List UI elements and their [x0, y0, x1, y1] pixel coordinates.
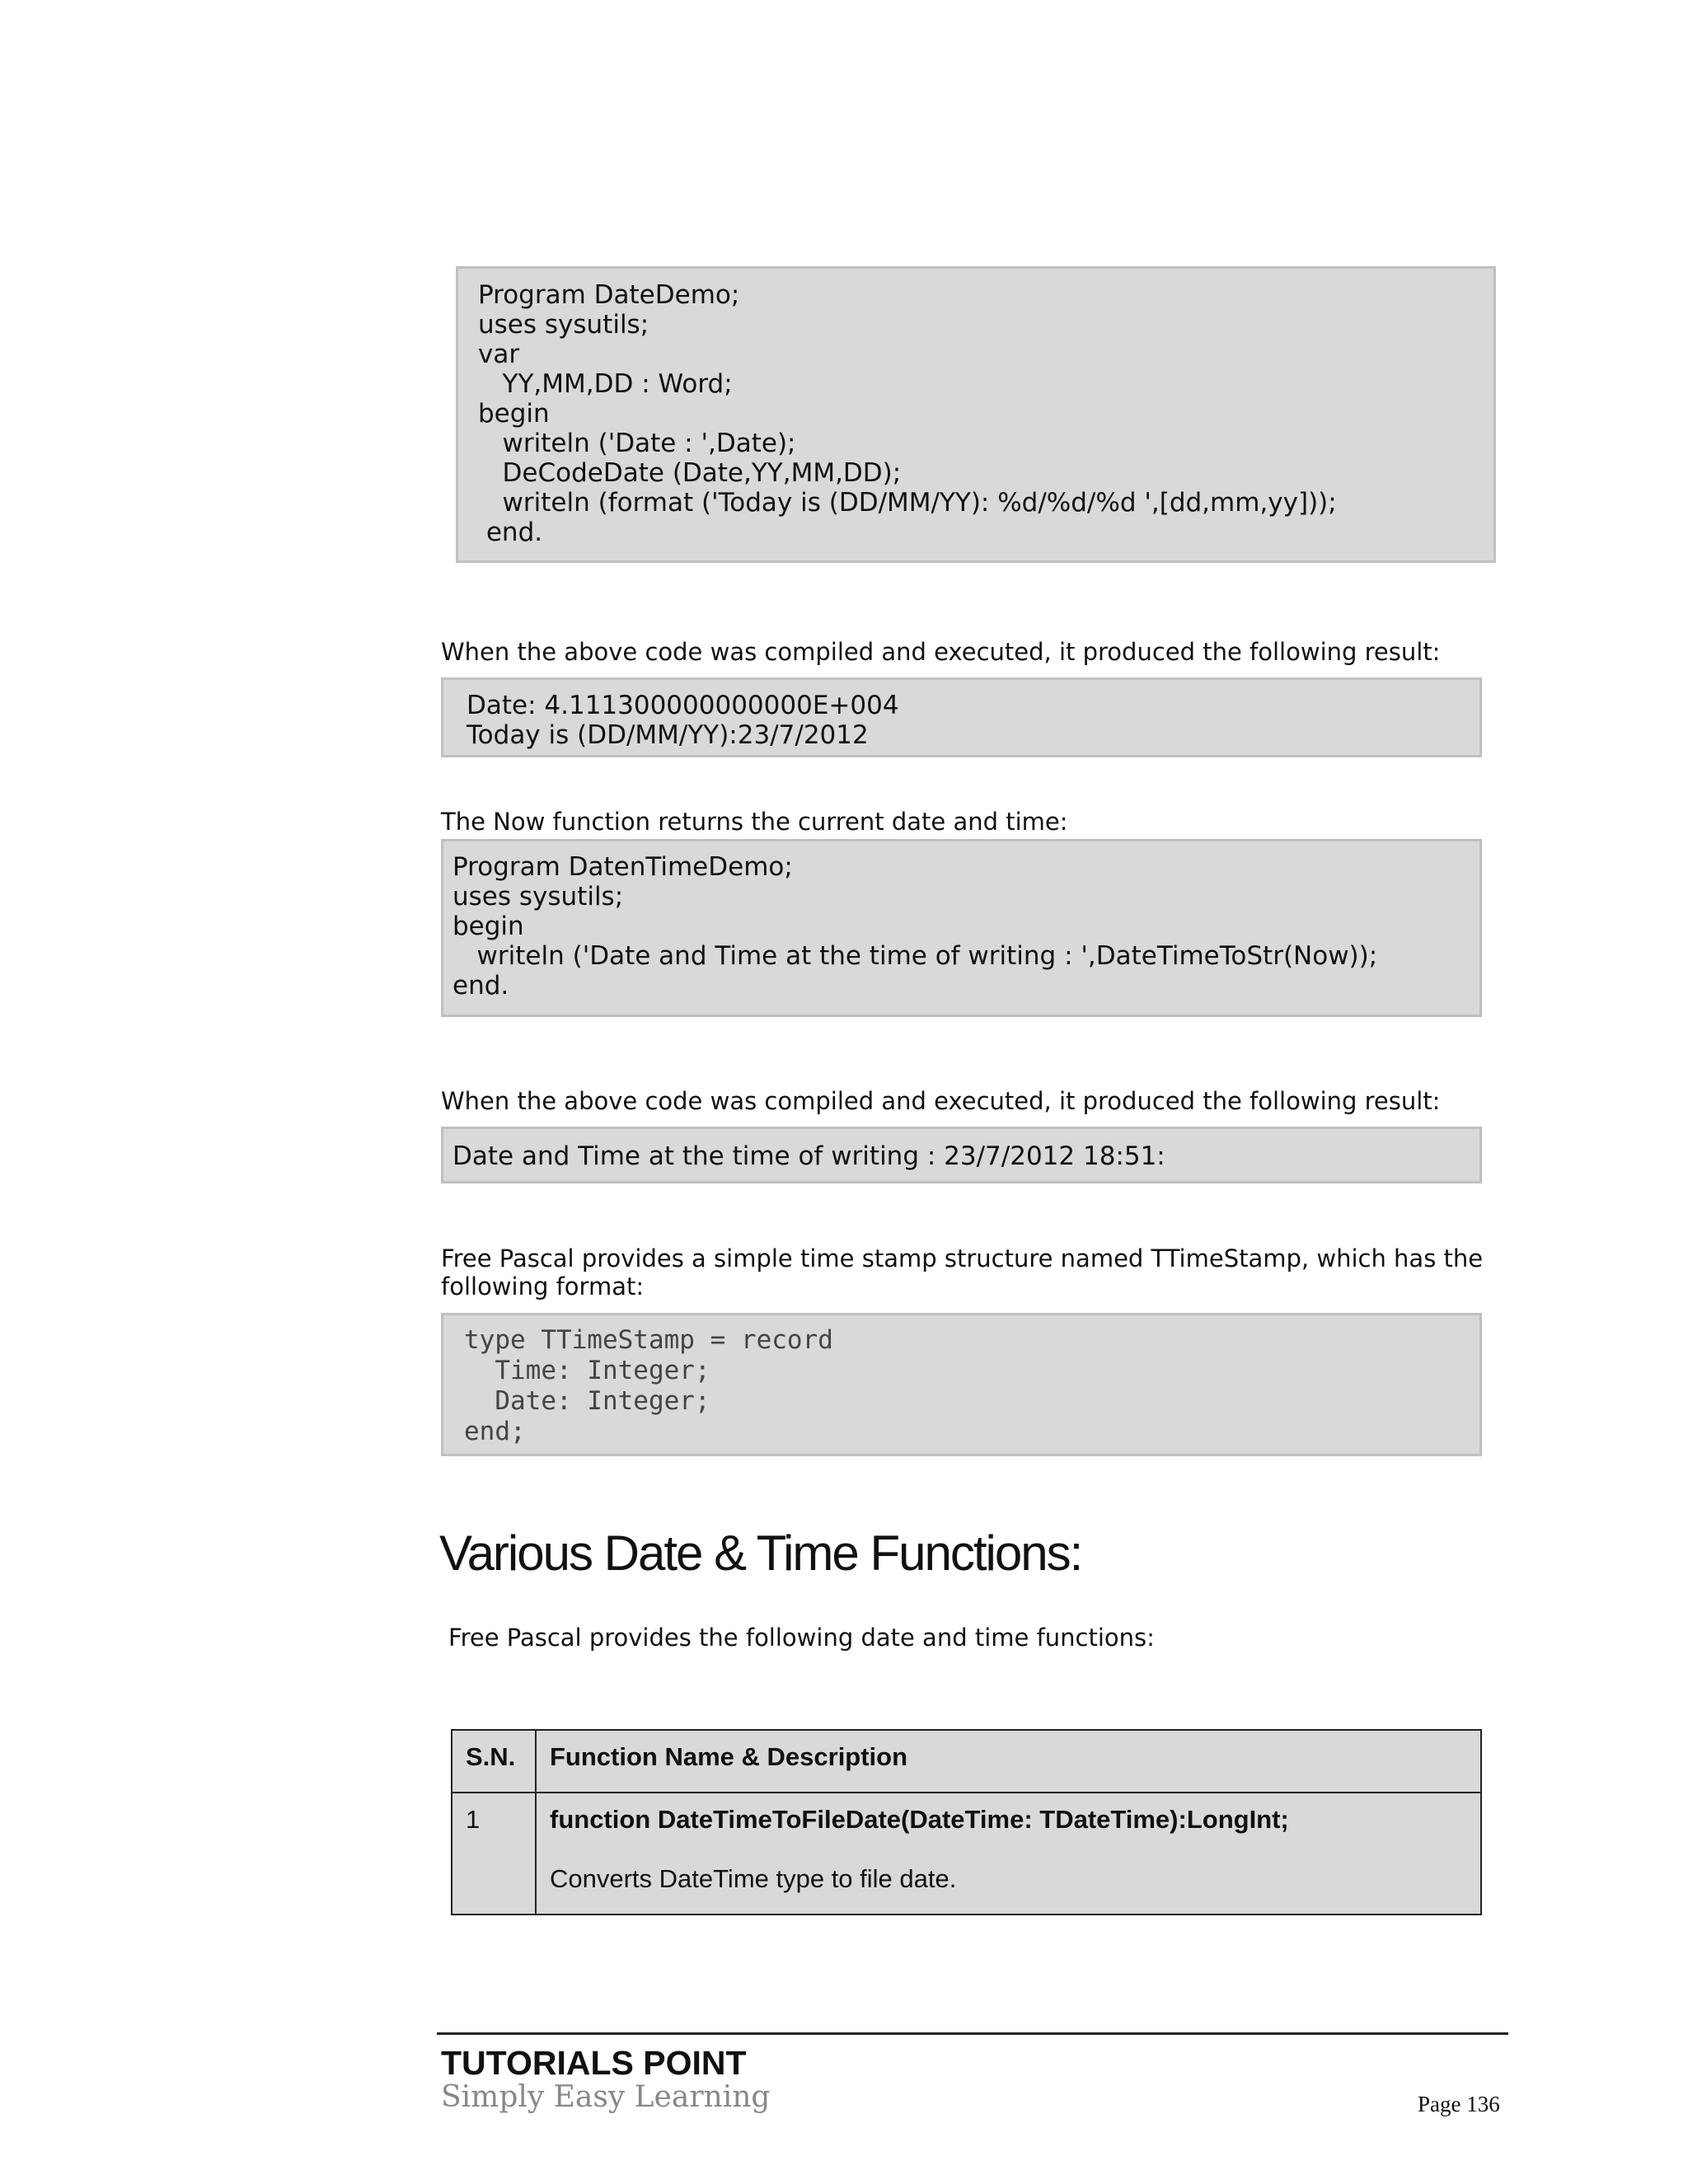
- header-function: Function Name & Description: [536, 1730, 1481, 1793]
- row-sn: 1: [452, 1793, 536, 1915]
- code-line: uses sysutils;: [478, 310, 649, 340]
- output-line: Date and Time at the time of writing : 23/7/2012 18:51:: [452, 1141, 1165, 1171]
- paragraph-now-function: The Now function returns the current date and time:: [441, 808, 1068, 836]
- function-description: Converts DateTime type to file date.: [550, 1864, 957, 1893]
- footer-tagline: Simply Easy Learning: [441, 2080, 771, 2114]
- code-line: begin: [478, 399, 550, 429]
- output-block-daten-time-demo: [441, 1127, 1482, 1183]
- code-line: var: [478, 340, 520, 369]
- header-sn: S.N.: [452, 1730, 536, 1793]
- code-line: Time: Integer;: [464, 1356, 710, 1385]
- code-block-date-demo: [456, 266, 1496, 563]
- code-line: end.: [452, 971, 509, 1001]
- functions-table: [451, 1729, 1482, 1915]
- code-line: writeln ('Date and Time at the time of writing : ',DateTimeToStr(Now));: [452, 941, 1378, 971]
- code-line: Program DateDemo;: [478, 280, 740, 310]
- output-line: Today is (DD/MM/YY):23/7/2012: [467, 720, 869, 750]
- code-block-daten-time-demo: [441, 839, 1482, 1017]
- footer-brand: TUTORIALS POINT: [441, 2044, 747, 2082]
- code-line: writeln (format ('Today is (DD/MM/YY): %d/%d/%d ',[dd,mm,yy]));: [478, 488, 1337, 518]
- function-name: function DateTimeToFileDate(DateTime: TDateTime):LongInt;: [550, 1805, 1289, 1834]
- table-header-row: [452, 1730, 1481, 1793]
- code-line: end.: [478, 518, 543, 547]
- code-line: end;: [464, 1417, 526, 1446]
- code-line: YY,MM,DD : Word;: [478, 369, 733, 399]
- paragraph-result-intro-2: When the above code was compiled and executed, it produced the following result:: [441, 1087, 1441, 1115]
- code-line: writeln ('Date : ',Date);: [478, 429, 796, 458]
- output-line: Date: 4.111300000000000E+004: [467, 691, 899, 720]
- code-line: type TTimeStamp = record: [464, 1325, 833, 1355]
- paragraph-result-intro: When the above code was compiled and executed, it produced the following result:: [441, 638, 1441, 666]
- page-number: Page 136: [1418, 2092, 1500, 2116]
- output-block-date-demo: [441, 677, 1482, 757]
- code-line: uses sysutils;: [452, 882, 624, 912]
- footer-divider: [437, 2032, 1508, 2035]
- paragraph-timestamp-intro: Free Pascal provides a simple time stamp structure named TTimeStamp, which has the following format:: [441, 1244, 1484, 1301]
- paragraph-functions-intro: Free Pascal provides the following date and time functions:: [448, 1624, 1155, 1652]
- code-line: DeCodeDate (Date,YY,MM,DD);: [478, 458, 902, 488]
- row-function-cell: [536, 1793, 1481, 1915]
- code-line: begin: [452, 912, 524, 941]
- table-row: [452, 1793, 1481, 1915]
- section-heading: Various Date & Time Functions:: [439, 1526, 1082, 1581]
- code-block-ttimestamp: [441, 1313, 1482, 1456]
- code-line: Program DatenTimeDemo;: [452, 852, 793, 882]
- code-line: Date: Integer;: [464, 1386, 710, 1416]
